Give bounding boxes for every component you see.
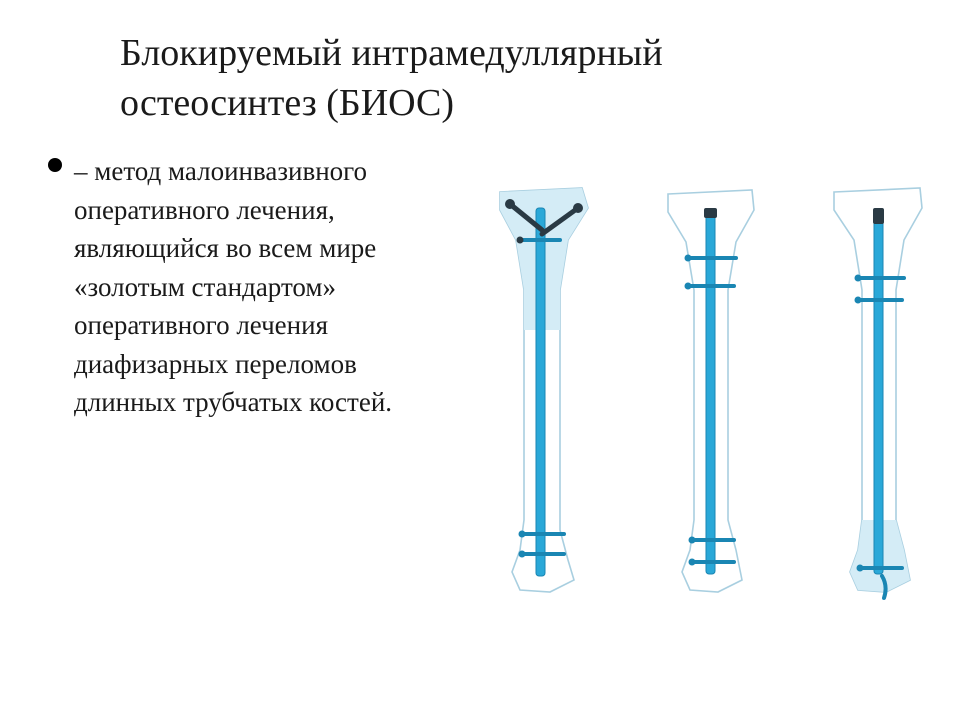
title-line-1: Блокируемый интрамедуллярный xyxy=(120,32,663,74)
bone-1 xyxy=(500,188,588,592)
nail-3-cap xyxy=(873,208,884,224)
bullet-line: – метод малоинвазивного xyxy=(74,156,368,186)
bullet-text xyxy=(74,152,468,422)
bone-3 xyxy=(834,188,922,598)
bullet-line: диафизарных переломов xyxy=(74,348,357,379)
bullet-line: длинных трубчатых костей. xyxy=(74,387,393,417)
bullet-line: оперативного лечения xyxy=(74,310,328,340)
bullet-line: «золотым стандартом» xyxy=(74,271,336,302)
nail-1 xyxy=(536,208,545,576)
bullet-dot-icon xyxy=(48,158,62,172)
bullet-item xyxy=(48,152,468,422)
nail-2 xyxy=(706,210,715,574)
bullet-line: оперативного лечения, xyxy=(74,194,335,225)
slide-title xyxy=(120,28,820,128)
title-line-2: остеосинтез (БИОС) xyxy=(120,82,455,124)
nail-3 xyxy=(874,210,883,574)
bone-2 xyxy=(668,190,754,592)
bullet-line: являющийся во всем мире xyxy=(74,233,377,263)
intramedullary-nail-illustration xyxy=(490,180,950,610)
nail-2-cap xyxy=(704,208,717,218)
